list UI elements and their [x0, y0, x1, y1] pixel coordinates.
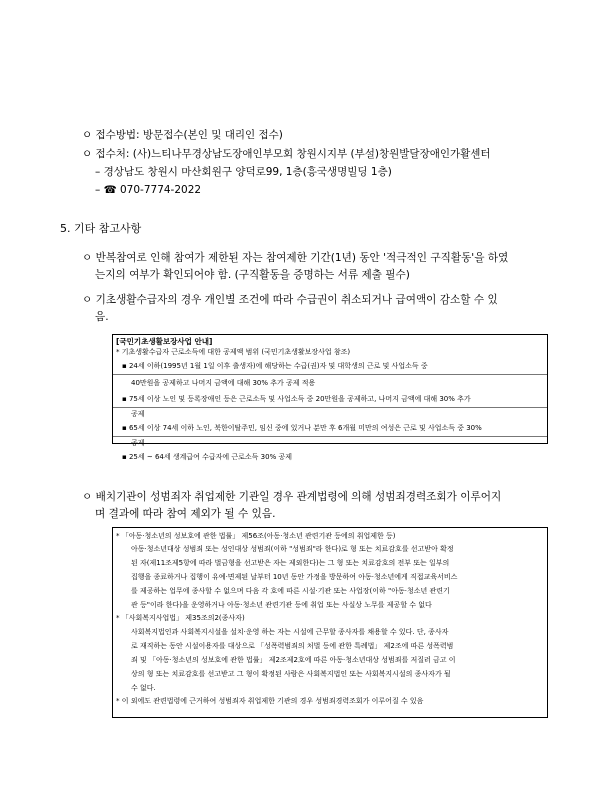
- info-box-row: 40만원을 공제하고 나머지 금액에 대해 30% 추가 공제 적용: [131, 379, 316, 387]
- reception-phone: – ☎ 070-7774-2022: [95, 184, 202, 196]
- basic-livelihood-info-box: [112, 334, 548, 461]
- info-box-title: [국민기초생활보장사업 안내]: [116, 337, 213, 346]
- paragraph-basic-livelihood: [82, 292, 582, 326]
- reception-address: – 경상남도 창원시 마산회원구 양덕로99, 1층(흥국생명빌딩 1층): [95, 166, 392, 178]
- paragraph-line: 는지의 여부가 확인되어야 함. (구직활동을 증명하는 서류 제출 필수): [95, 269, 410, 281]
- info-box-row: 공제: [131, 439, 145, 447]
- law-box-row: 죄 및 「아동·청소년의 성보호에 관한 법률」 제2조제2호에 따른 아동·청소년대상 성범죄를 저질러 금고 이: [131, 656, 456, 664]
- paragraph-line: ㅇ 반복참여로 인해 참여가 제한된 자는 참여제한 기간(1년) 동안 '적극적인 구직활동'을 하였: [82, 252, 509, 264]
- law-box-row: 된 자(제11조제5항에 따라 벌금형을 선고받은 자는 제외한다)는 그 형 또는 치료감호의 전부 또는 일부의: [131, 559, 450, 567]
- law-box-row: * 이 외에도 관련법령에 근거하여 성범죄자 취업제한 기관의 경우 성범죄경력조회가 이루어질 수 있음: [116, 697, 424, 705]
- law-box-row: * 「사회복지사업법」 제35조의2(종사자): [116, 614, 245, 622]
- law-box-row: * 「아동·청소년의 성보호에 관한 법률」 제56조(아동·청소년 관련기관 등에의 취업제한 등): [116, 532, 396, 540]
- law-box-row: 로 재직하는 동안 시설이용자를 대상으로 「성폭력범죄의 처벌 등에 관한 특례법」 제2조에 따른 성폭력범: [131, 642, 454, 650]
- paragraph-line: ㅇ 기초생활수급자의 경우 개인별 조건에 따라 수급권이 취소되거나 급여액이 감소할 수 있: [82, 294, 498, 306]
- info-box-row: ▪ 25세 ~ 64세 생계급여 수급자에 근로소득 30% 공제: [122, 453, 292, 461]
- info-box-row: ▪ 65세 이상 74세 이하 노인, 북한이탈주민, 임신 중에 있거나 분만 후 6개월 미만의 여성은 근로 및 사업소득 중 30%: [113, 420, 547, 437]
- paragraph-line: 며 결과에 따라 참여 제외가 될 수 있음.: [95, 508, 276, 520]
- law-box-row: 상의 형 또는 치료감호를 선고받고 그 형이 확정된 사람은 사회복지법인 또는 사회복지시설의 종사자가 될: [131, 670, 451, 678]
- info-box-row: ▪ 75세 이상 노인 및 등록장애인 등은 근로소득 및 사업소득 중 20만원을 공제하고, 나머지 금액에 대해 30% 추가: [113, 391, 547, 408]
- law-box-row: 수 없다.: [131, 684, 156, 692]
- info-box-row: 공제: [131, 410, 145, 418]
- paragraph-line: 음.: [95, 311, 109, 323]
- sex-offender-law-box: [112, 527, 548, 718]
- paragraph-sex-offender-check: [82, 489, 582, 523]
- paragraph-line: ㅇ 배치기관이 성범죄자 취업제한 기관일 경우 관계법령에 의해 성범죄경력조회가 이루어지: [82, 491, 502, 503]
- law-box-row: 관 등"이라 한다)을 운영하거나 아동·청소년 관련기관 등에 취업 또는 사실상 노무를 제공할 수 없다: [131, 601, 432, 609]
- section-heading: 5. 기타 참고사항: [60, 222, 142, 235]
- reception-method: ㅇ 접수방법: 방문접수(본인 및 대리인 접수): [82, 129, 283, 141]
- law-box-row: 집행을 종료하거나 집행이 유예·면제된 날부터 10년 동안 가정을 방문하여 아동·청소년에게 직접교육서비스: [131, 573, 458, 581]
- info-box-row: ▪ 24세 이하(1995년 1월 1일 이후 출생자)에 해당하는 수급(권)자 및 대학생의 근로 및 사업소득 중: [113, 358, 547, 375]
- paragraph-repeat-participation: [82, 250, 582, 284]
- law-box-row: 아동·청소년대상 성범죄 또는 성인대상 성범죄(이하 "성범죄"라 한다)로 형 또는 치료감호를 선고받아 확정: [131, 545, 454, 553]
- law-box-row: 사회복지법인과 사회복지시설을 설치·운영 하는 자는 시설에 근무할 종사자를 채용할 수 있다. 단, 종사자: [131, 628, 449, 636]
- reception-place: ㅇ 접수처: (사)느티나무경상남도장애인부모회 창원시지부 (부설)창원발달장애인가활센터: [82, 148, 491, 160]
- law-box-row: 를 제공하는 업무에 종사할 수 없으며 다음 각 호에 따른 시설·기관 또는 사업장(이하 "아동·청소년 관련기: [131, 587, 450, 595]
- info-box-row: * 기초생활수급자 근로소득에 대한 공제액 범위 (국민기초생활보장사업 참조): [116, 348, 351, 356]
